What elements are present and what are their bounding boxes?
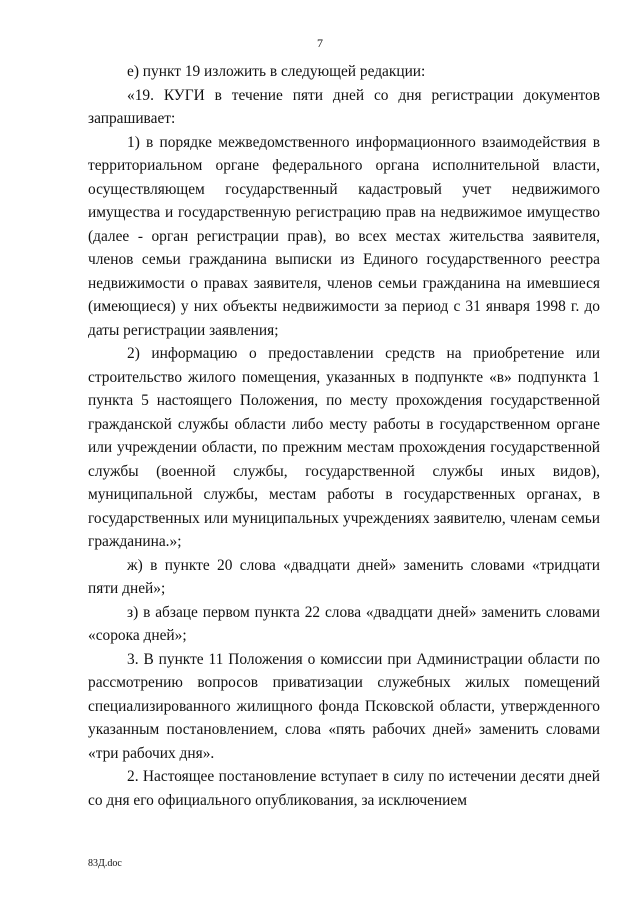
- paragraph-item-e: е) пункт 19 изложить в следующей редакции:: [127, 63, 426, 80]
- paragraph-item-zh: ж) в пункте 20 слова «двадцати дней» заменить словами «тридцати пяти дней»;: [88, 556, 600, 597]
- document-body: [88, 60, 600, 812]
- paragraph-subitem-2: 2) информацию о предоставлении средств на приобретение или строительство жилого помещения, указанных в подпункте «в» подпункта 1 пункта 5 настоящего Положения, по месту прохождения государственной гражданской службы области либо месту работы в государственном органе или учреждении области, по прежним местам прохождения государственной службы (военной службы, государственной службы иных видов), муниципальной службы, местам работы в государственных органах, в государственных или муниципальных учреждениях заявителю, членам семьи гражданина.»;: [88, 345, 600, 550]
- paragraph-clause-19: «19. КУГИ в течение пяти дней со дня регистрации документов запрашивает:: [88, 86, 600, 127]
- paragraph-point-2: 2. Настоящее постановление вступает в силу по истечении десяти дней со дня его официального опубликования, за исключением: [88, 768, 600, 809]
- paragraph-subitem-1: 1) в порядке межведомственного информационного взаимодействия в территориальном органе федерального органа исполнительной власти, осуществляющем государственный кадастровый учет недвижимого имущества и государственную регистрацию прав на недвижимое имущество (далее - орган регистрации прав), во всех местах жительства заявителя, членов семьи гражданина выписки из Единого государственного реестра недвижимости о правах заявителя, членов семьи гражданина на имевшиеся (имеющиеся) у них объекты недвижимости за период с 31 января 1998 г. до даты регистрации заявления;: [88, 133, 600, 339]
- page-number: 7: [317, 36, 323, 50]
- footer-filename: 83Д.doc: [88, 858, 122, 869]
- paragraph-point-3: 3. В пункте 11 Положения о комиссии при Администрации области по рассмотрению вопросов приватизации служебных жилых помещений специализированного жилищного фонда Псковской области, утвержденного указанным постановлением, слова «пять рабочих дней» заменить словами «три рабочих дня».: [88, 650, 600, 762]
- paragraph-item-z: з) в абзаце первом пункта 22 слова «двадцати дней» заменить словами «сорока дней»;: [88, 603, 600, 644]
